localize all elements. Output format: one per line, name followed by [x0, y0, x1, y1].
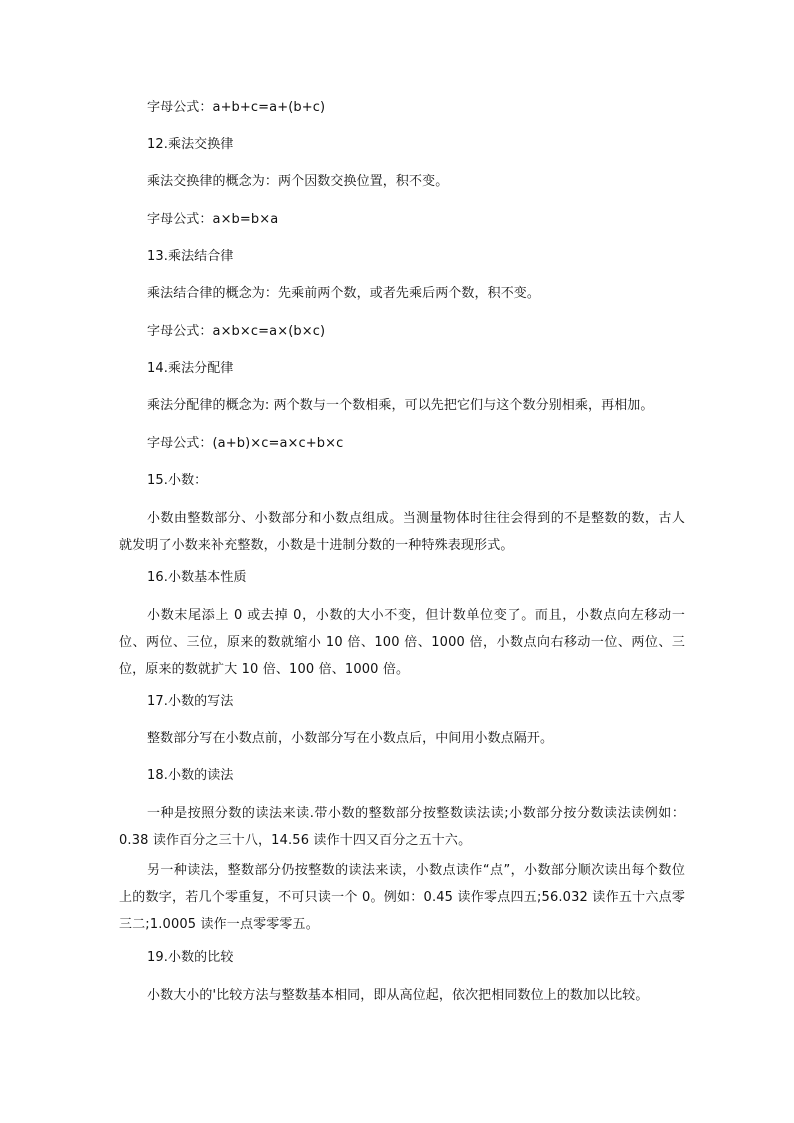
body-text: 小数大小的'比较方法与整数基本相同，即从高位起，依次把相同数位上的数加以比较。 — [147, 988, 649, 1003]
section-heading-13: 13.乘法结合律 — [147, 249, 234, 264]
formula-addition-associative: 字母公式：a+b+c=a+(b+c) — [147, 100, 326, 115]
section-heading-12: 12.乘法交换律 — [147, 137, 234, 152]
section-heading-17: 17.小数的写法 — [147, 694, 234, 709]
formula-text: 字母公式：a×b=b×a — [147, 212, 279, 227]
formula-text: 字母公式：(a+b)×c=a×c+b×c — [147, 436, 344, 451]
section-heading-19: 19.小数的比较 — [147, 950, 234, 965]
body-paragraph: 小数由整数部分、小数部分和小数点组成。当测量物体时往往会得到的不是整数的数，古人就发明了小数来补充整数，小数是十进制分数的一种特殊表现形式。 — [119, 511, 685, 553]
formula-text: 字母公式：a×b×c=a×(b×c) — [147, 324, 326, 339]
section-heading-14: 14.乘法分配律 — [147, 361, 234, 376]
section-heading-18: 18.小数的读法 — [147, 768, 234, 783]
section-heading-15: 15.小数： — [147, 473, 208, 488]
definition-text: 乘法结合律的概念为：先乘前两个数，或者先乘后两个数，积不变。 — [147, 286, 541, 301]
definition-text: 乘法交换律的概念为：两个因数交换位置，积不变。 — [147, 174, 449, 189]
body-paragraph: 小数末尾添上 0 或去掉 0，小数的大小不变，但计数单位变了。而且，小数点向左移动一位、两位、三位，原来的数就缩小 10 倍、100 倍、1000 倍，小数点向右移动一位、两位、三位，原来的数就扩大 10 倍、100 倍、1000 倍。 — [119, 608, 685, 677]
section-heading-16: 16.小数基本性质 — [147, 570, 247, 585]
body-paragraph: 另一种读法，整数部分仍按整数的读法来读，小数点读作“点”，小数部分顺次读出每个数位上的数字，若几个零重复，不可只读一个 0。例如：0.45 读作零点四五;56.032 读作五十六点零三二;1.0005 读作一点零零零五。 — [119, 863, 685, 932]
body-text: 整数部分写在小数点前，小数部分写在小数点后，中间用小数点隔开。 — [147, 731, 554, 746]
definition-text: 乘法分配律的概念为: 两个数与一个数相乘，可以先把它们与这个数分别相乘，再相加。 — [147, 398, 654, 413]
body-paragraph: 一种是按照分数的读法来读.带小数的整数部分按整数读法读;小数部分按分数读法读例如：0.38 读作百分之三十八，14.56 读作十四又百分之五十六。 — [119, 806, 685, 848]
